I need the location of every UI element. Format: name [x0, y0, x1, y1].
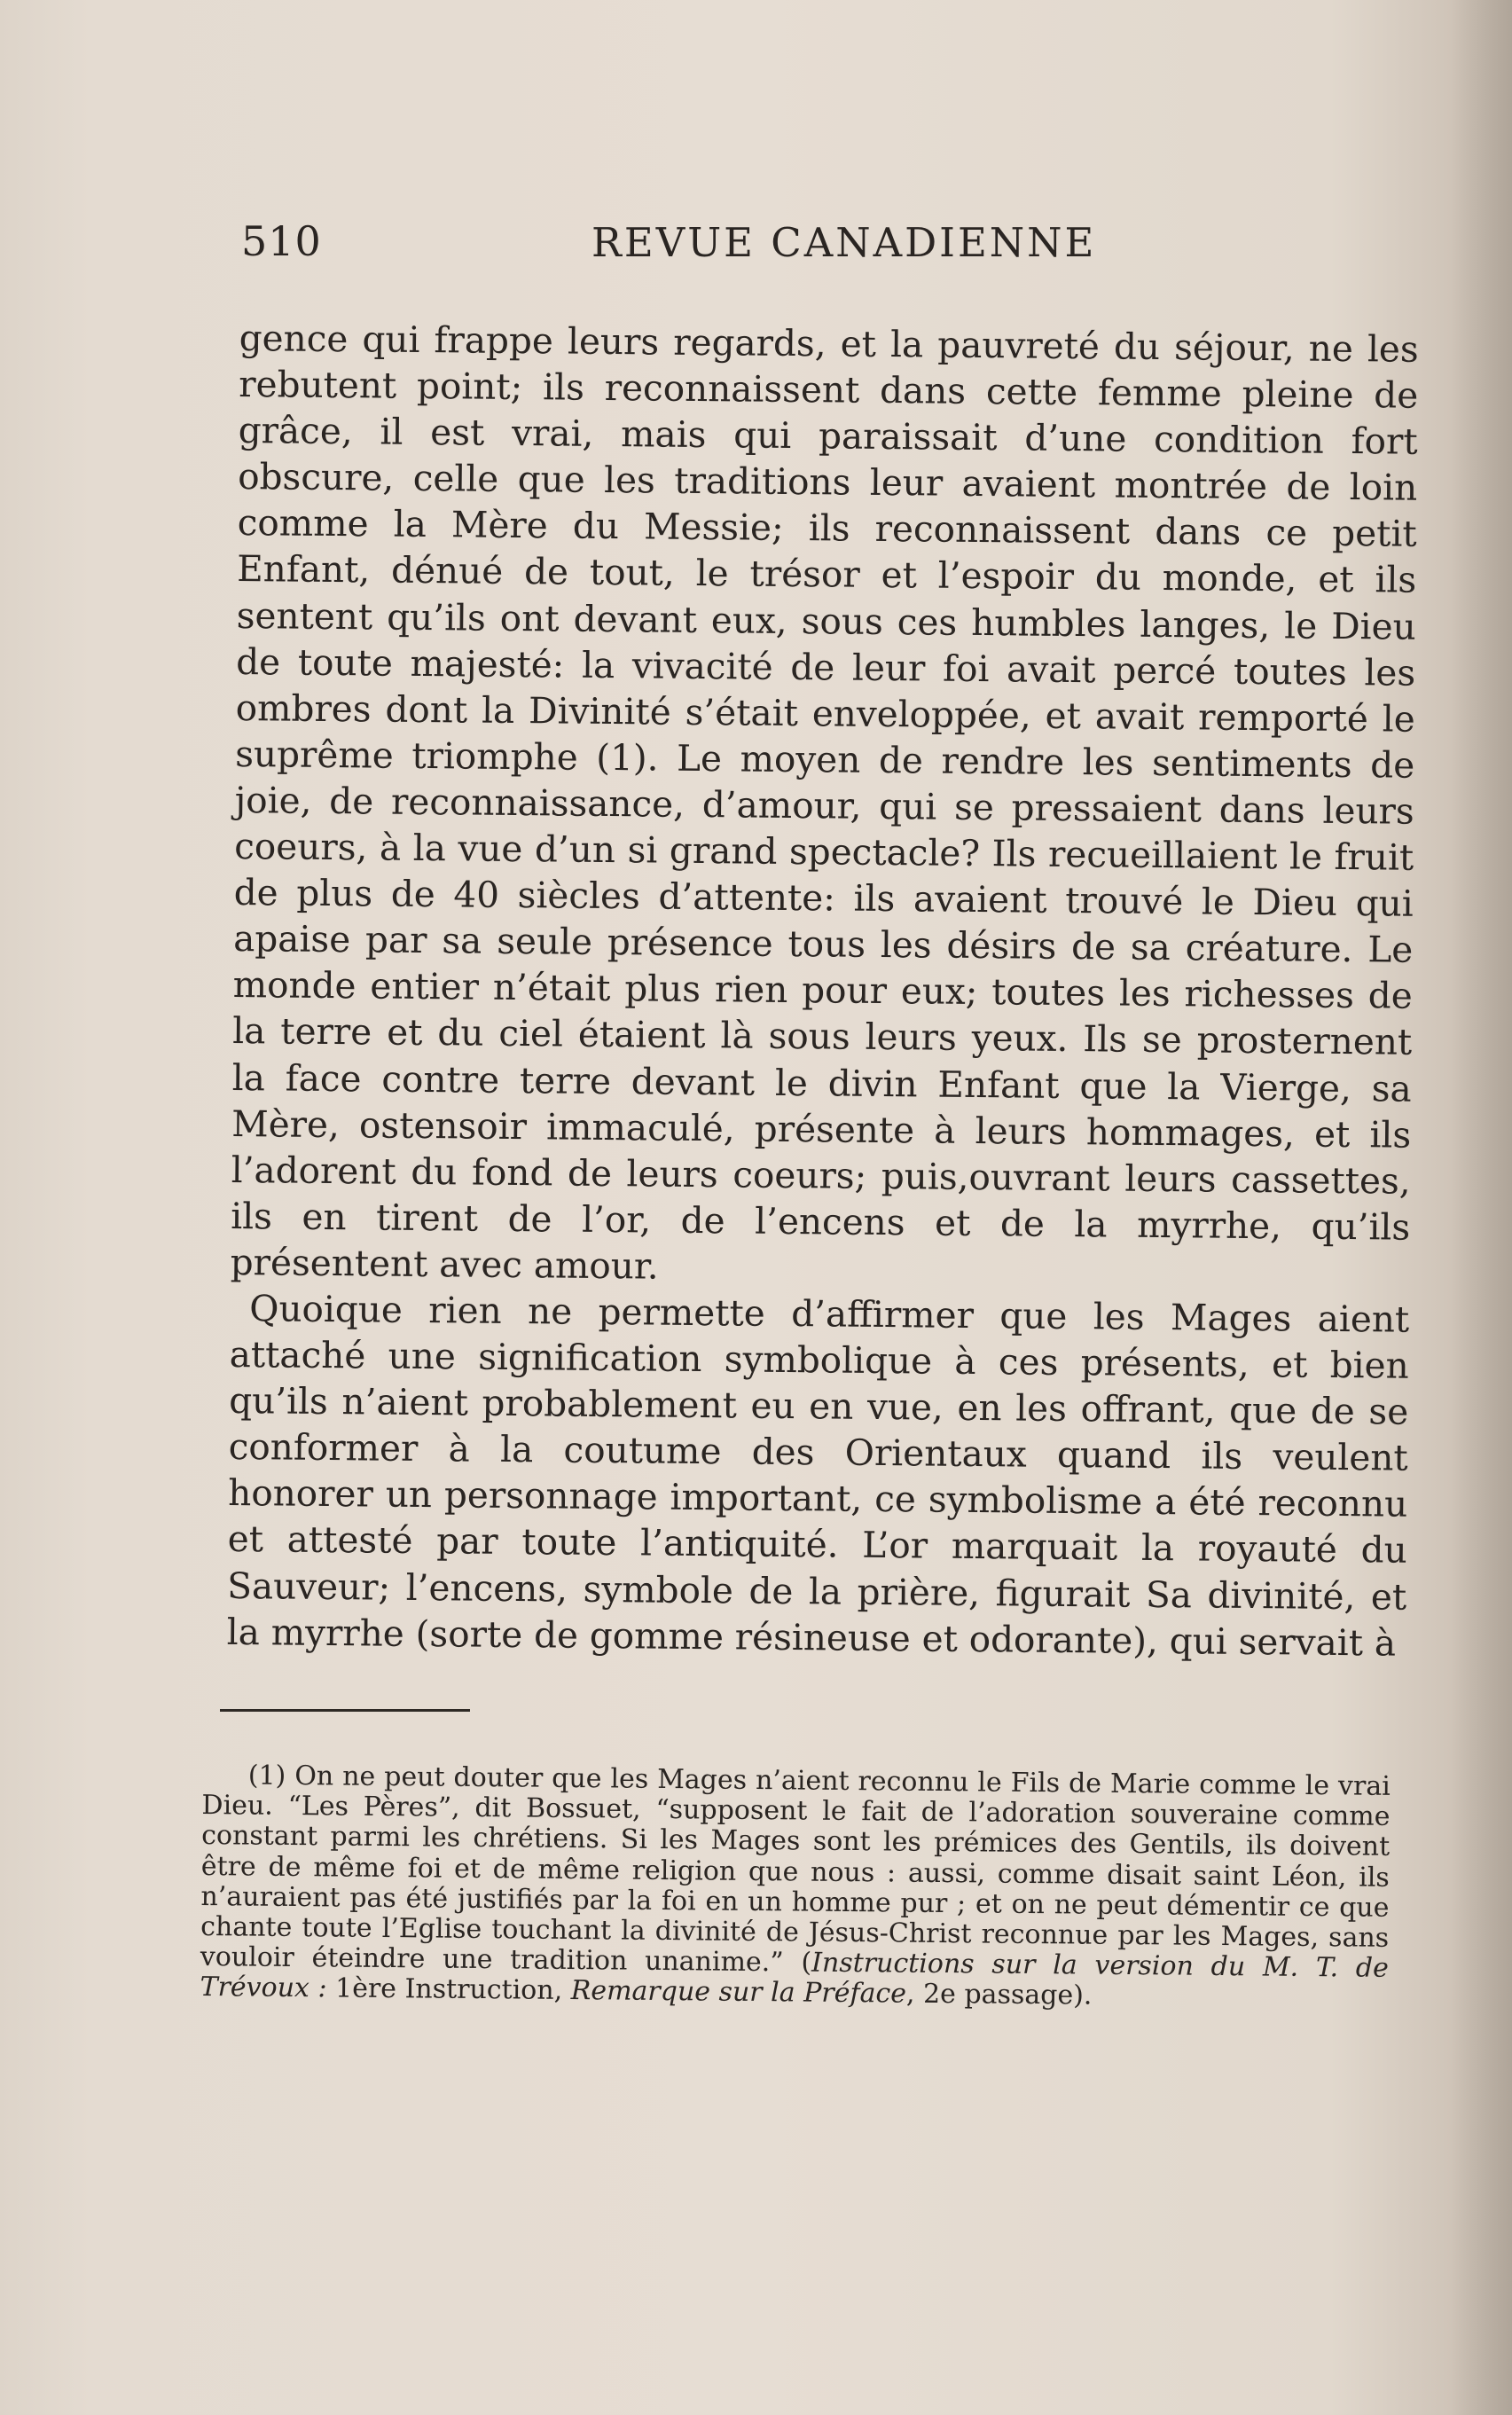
page-header — [241, 217, 1421, 279]
paragraph-1: gence qui frappe leurs regards, et la pauvreté du séjour, ne les rebutent point; ils reconnaissent dans cette femme pleine de grâce, il est vrai, mais qui paraissait d’une condition fort obscure, celle que les traditions leur avaient montrée de loin comme la Mère du Messie; ils reconnaissent dans ce petit Enfant, dénué de tout, le trésor et l’espoir du monde, et ils sentent qu’ils ont devant eux, sous ces humbles langes, le Dieu de toute majesté: la vivacité de leur foi avait percé toutes les ombres dont la Divinité s’était enveloppée, et avait remporté le suprême triomphe (1). Le moyen de rendre les sentiments de joie, de reconnaissance, d’amour, qui se pressaient dans leurs coeurs, à la vue d’un si grand spectacle? Ils recueillaient le fruit de plus de 40 siècles d’attente: ils avaient trouvé le Dieu qui apaise par sa seule présence tous les désirs de sa créature. Le monde entier n’était plus rien pour eux; toutes les richesses de la terre et du ciel étaient là sous leurs yeux. Ils se prosternent la face contre terre devant le divin Enfant que la Vierge, sa Mère, ostensoir immaculé, présente à leurs hommages, et ils l’adorent du fond de leurs coeurs; puis,ouvrant leurs cassettes, ils en tirent de l’or, de l’encens et de la myrrhe, qu’ils présentent avec amour. — [230, 316, 1419, 1288]
paragraph-2: Quoique rien ne permette d’affirmer que les Mages aient attaché une signification symbolique à ces présents, et bien qu’ils n’aient probablement eu en vue, en les offrant, que de se conformer à la coutume des Orientaux quand ils veulent honorer un personnage important, ce symbolisme a été reconnu et attesté par toute l’antiquité. L’or marquait la royauté du Sauveur; l’encens, symbole de la prière, figurait Sa divinité, et la myrrhe (sorte de gomme résineuse et odorante), qui servait à — [226, 1287, 1410, 1665]
footnote-text: On ne peut douter que les Mages n’aient reconnu le Fils de Marie comme le vrai Dieu. “Les Pères”, dit Bossuet, “supposent le fait de l’adoration souveraine comme constant parmi les chrétiens. Si les Mages sont les prémices des Gentils, ils doivent être de même foi et de même religion que nous : aussi, comme disait saint Léon, ils n’auraient pas été justifiés par la foi en un homme pur ; et on ne peut démentir ce que chante toute l’Eglise touchant la divinité de Jésus-Christ reconnue par les Mages, sans vouloir éteindre une tradition unanime.” — [200, 1760, 1391, 1979]
footnote-separator-rule — [220, 1709, 470, 1712]
main-text — [226, 315, 1418, 1666]
footnote-citation-remark: Remarque sur la Préface — [570, 1975, 907, 2011]
page-edge-shadow — [1450, 0, 1512, 2415]
footnote — [200, 1760, 1391, 2014]
page-number: 510 — [241, 217, 322, 265]
footnote-paragraph — [200, 1760, 1391, 2014]
footnote-marker: (1) — [247, 1760, 286, 1792]
footnote-citation-middle: 1ère Instruction, — [326, 1972, 571, 2007]
footnote-citation-title: Instructions sur la version du M. T. de Trévoux : — [200, 1947, 1389, 2004]
running-title: REVUE CANADIENNE — [591, 219, 1097, 266]
footnote-citation-open: ( — [801, 1947, 812, 1979]
footnote-citation-close: , 2e passage). — [905, 1979, 1093, 2012]
